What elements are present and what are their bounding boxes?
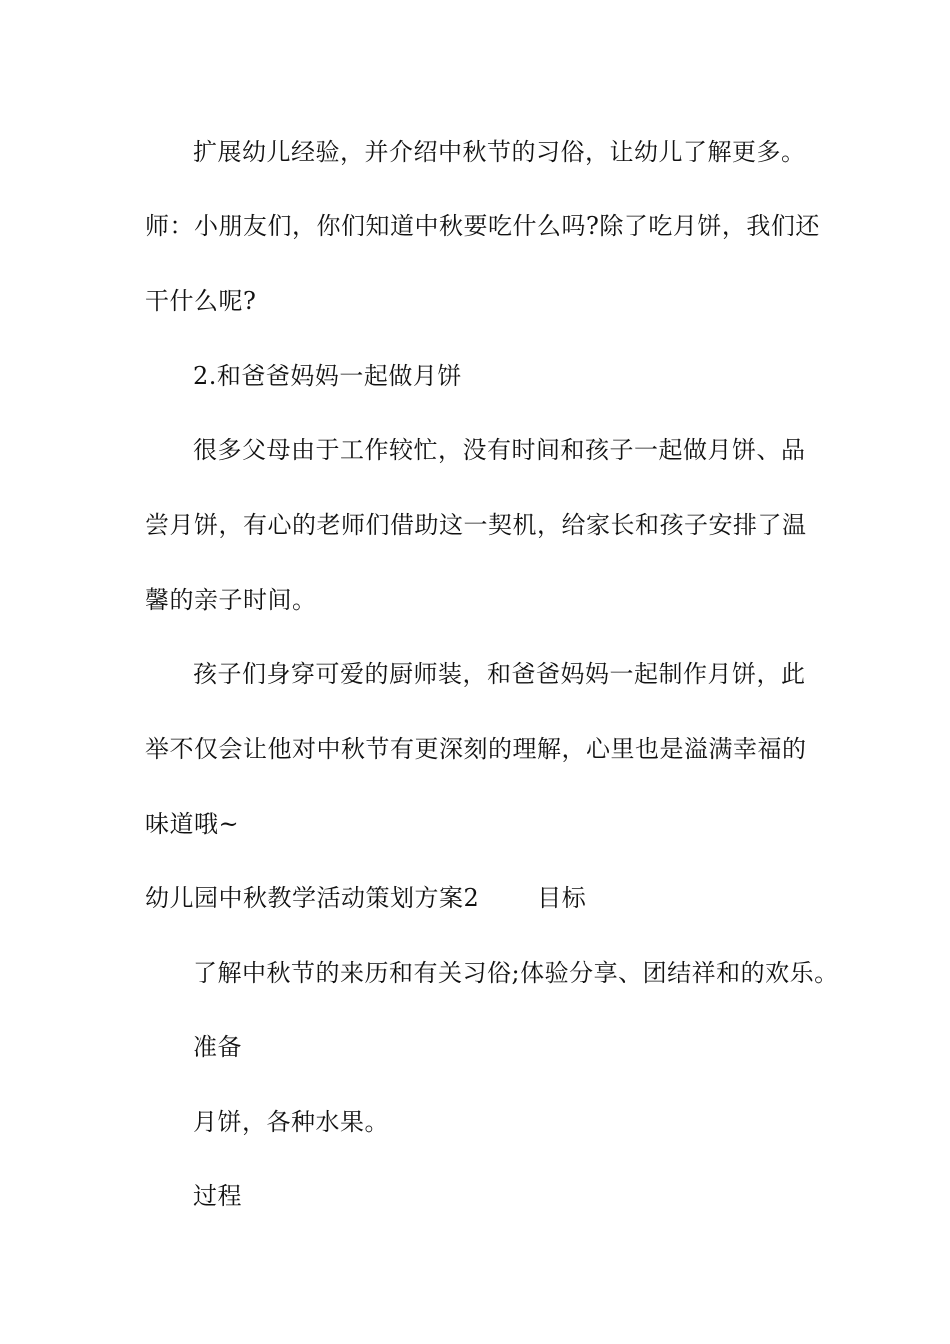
- plan-title: 幼儿园中秋教学活动策划方案2: [145, 884, 480, 912]
- paragraph-line: 孩子们身穿可爱的厨师装，和爸爸妈妈一起制作月饼，此: [193, 660, 806, 688]
- paragraph-line: 尝月饼，有心的老师们借助这一契机，给家长和孩子安排了温: [145, 511, 807, 539]
- section-heading-prep: 准备: [193, 1033, 242, 1061]
- paragraph-line: 举不仅会让他对中秋节有更深刻的理解，心里也是溢满幸福的: [145, 735, 807, 763]
- section-heading-process: 过程: [193, 1182, 242, 1210]
- paragraph-line: 干什么呢?: [145, 287, 257, 315]
- section-heading-goal: 目标: [537, 884, 587, 912]
- paragraph-line: 师：小朋友们，你们知道中秋要吃什么吗?除了吃月饼，我们还: [145, 212, 820, 240]
- paragraph-line: 味道哦~: [145, 810, 240, 838]
- title-line: [145, 883, 586, 913]
- paragraph-line: 很多父母由于工作较忙，没有时间和孩子一起做月饼、品: [193, 436, 806, 464]
- section-heading: 2.和爸爸妈妈一起做月饼: [193, 362, 462, 390]
- paragraph-line: 馨的亲子时间。: [145, 586, 317, 614]
- paragraph-line: 了解中秋节的来历和有关习俗;体验分享、团结祥和的欢乐。: [193, 959, 839, 987]
- paragraph-line: 扩展幼儿经验，并介绍中秋节的习俗，让幼儿了解更多。: [193, 138, 806, 166]
- paragraph-line: 月饼，各种水果。: [193, 1108, 389, 1136]
